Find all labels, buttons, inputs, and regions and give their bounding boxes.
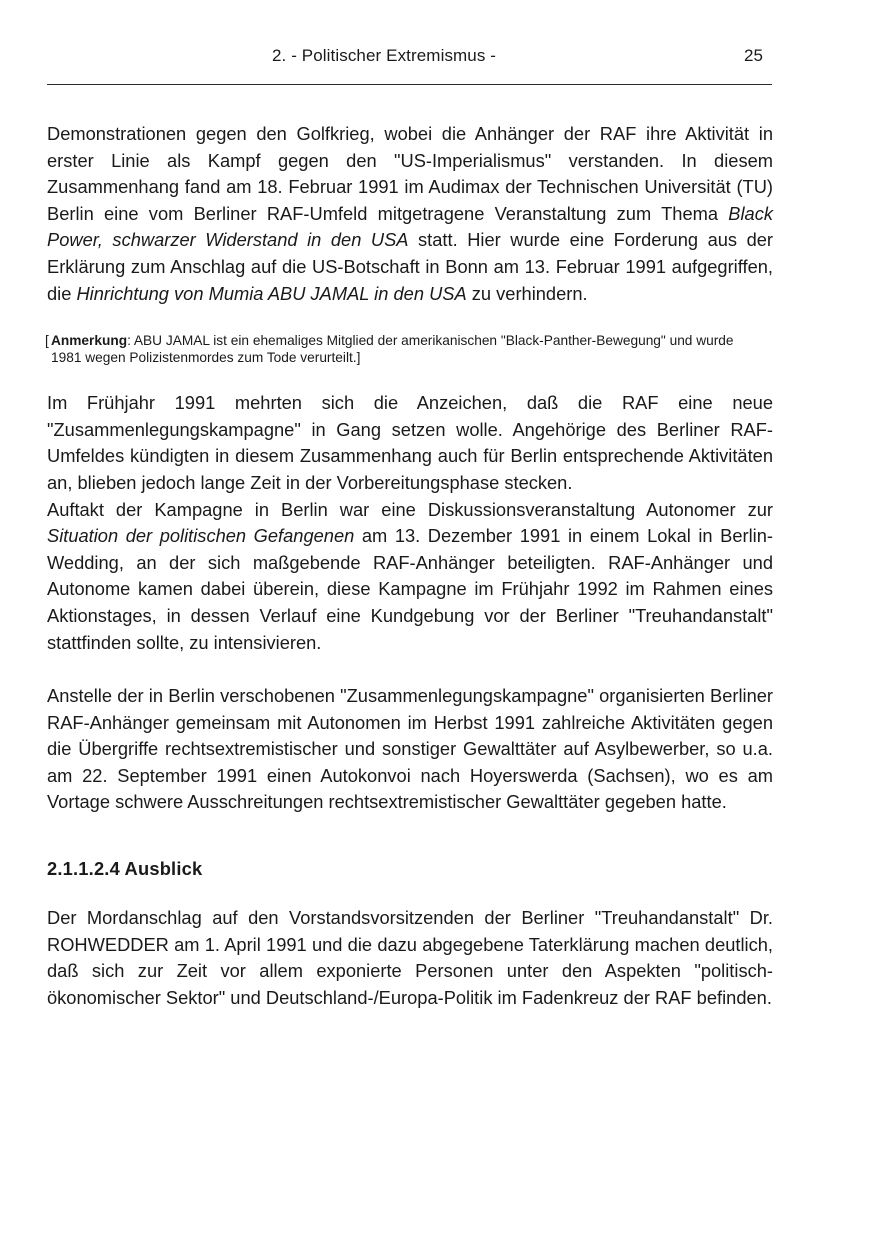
paragraph-fruehjahr: Im Frühjahr 1991 mehrten sich die Anzeichen, daß die RAF eine neue "Zusammenlegungskampagne" in Gang setzen wolle. Angehörige des Berliner RAF-Umfeldes kündigten in diesem Zusammenhang auch für Berlin entsprechende Aktivitäten an, blieben jedoch lange Zeit in der Vorbereitungsphase stecken. bbox=[47, 392, 773, 493]
annotation-label: Anmerkung bbox=[51, 333, 128, 349]
paragraph-auftakt: Auftakt der Kampagne in Berlin war eine Diskussionsveranstaltung Autonomer zur Situation der politischen Gefangenen am 13. Dezember 1991 in einem Lokal in Berlin-Wedding, an der sich maßgebende RAF-Anhänger beteiligten. RAF-Anhänger und Autonome kamen dabei überein, diese Kampagne im Frühjahr 1992 im Rahmen eines Aktionstages, in dessen Verlauf eine Kundgebung vor der Berliner "Treuhandanstalt" stattfinden sollte, zu intensivieren. bbox=[47, 498, 773, 653]
paragraph-ausblick: Der Mordanschlag auf den Vorstandsvorsitzenden der Berliner "Treuhandanstalt" Dr. ROHWEDDER am 1. April 1991 und die dazu abgegebene Taterklärung machen deutlich, daß sich zur Zeit vor allem exponierte Personen unter den Aspekten "politisch-ökonomischer Sektor" und Deutschland-/Europa-Politik im Fadenkreuz der RAF befinden. bbox=[47, 907, 773, 1008]
page-number: 25 bbox=[744, 46, 763, 65]
event-topic: Situation der politischen Gefangenen bbox=[47, 525, 355, 547]
page-body bbox=[47, 121, 773, 1011]
header-rule bbox=[47, 84, 772, 85]
event-title: Black Power, schwarzer Widerstand in den USA bbox=[47, 202, 773, 251]
running-header-title: 2. - Politischer Extremismus - bbox=[272, 46, 497, 65]
quoted-demand: Hinrichtung von Mumia ABU JAMAL in den USA bbox=[76, 282, 467, 304]
paragraph-anstelle: Anstelle der in Berlin verschobenen "Zusammenlegungskampagne" organisierten Berliner RAF-Anhänger gemeinsam mit Autonomen im Herbst 1991 zahlreiche Aktivitäten gegen die Übergriffe rechtsextremistischer und sonstiger Gewalttäter auf Asylbewerber, so u.a. am 22. September 1991 einen Autokonvoi nach Hoyerswerda (Sachsen), wo es am Vortage schwere Ausschreitungen rechtsextremistischer Gewalttäter gegeben hatte. bbox=[47, 685, 773, 813]
annotation-note: [ Anmerkung: ABU JAMAL ist ein ehemaliges Mitglied der amerikanischen "Black-Panther-Bewegung" und wurde 1981 wegen Polizistenmordes zum Tode verurteilt.] bbox=[45, 333, 734, 366]
section-heading: 2.1.1.2.4 Ausblick bbox=[47, 858, 203, 880]
paragraph-golfkrieg: Demonstrationen gegen den Golfkrieg, wobei die Anhänger der RAF ihre Aktivität in erster Linie als Kampf gegen den "US-Imperialismus" verstanden. In diesem Zusammenhang fand am 18. Februar 1991 im Audimax der Technischen Universität (TU) Berlin eine vom Berliner RAF-Umfeld mitgetragene Veranstaltung zum Thema Black Power, schwarzer Widerstand in den USA statt. Hier wurde eine Forderung aus der Erklärung zum Anschlag auf die US-Botschaft in Bonn am 13. Februar 1991 aufgegriffen, die Hinrichtung von Mumia ABU JAMAL in den USA zu verhindern. bbox=[47, 123, 774, 304]
